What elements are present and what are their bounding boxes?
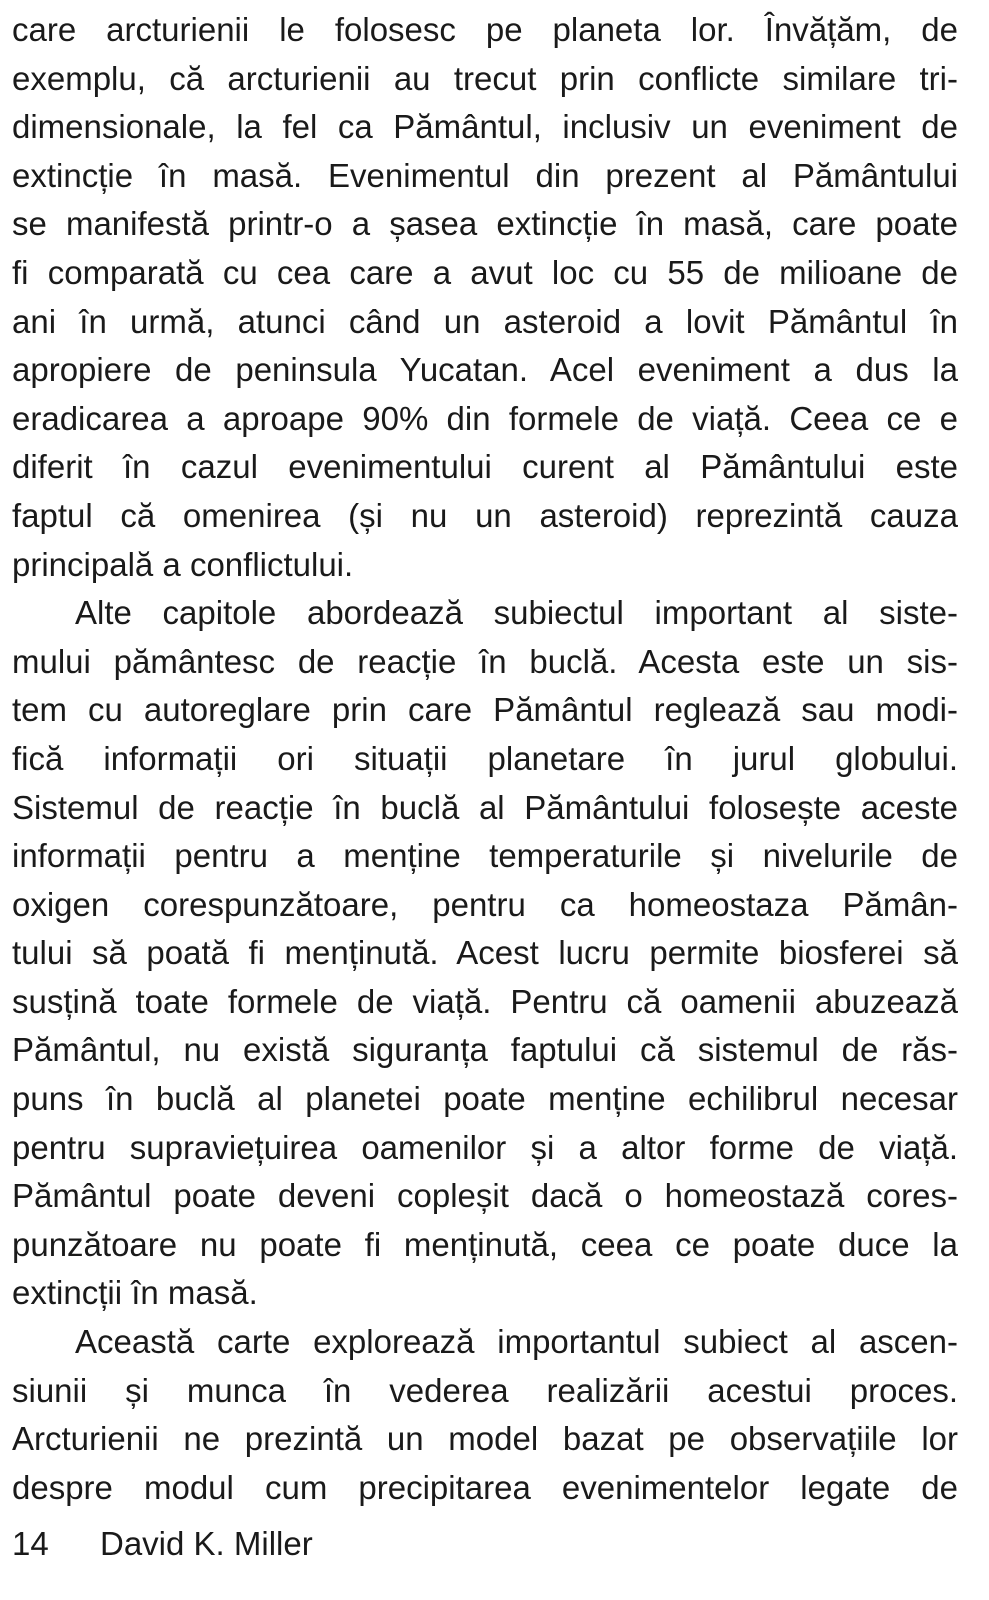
text-line: puns în buclă al planetei poate menține echilibrul necesar [12, 1080, 958, 1118]
text-line: faptul că omenirea (și nu un asteroid) reprezintă cauza [12, 496, 958, 534]
text-line: susțină toate formele de viață. Pentru că oamenii abuzează [12, 982, 958, 1020]
text-line: ani în urmă, atunci când un asteroid a lovit Pământul în [12, 302, 958, 340]
page-number: 14 [12, 1525, 49, 1562]
text-line: fică informații ori situații planetare în jurul globului. [12, 739, 958, 777]
text-line: Sistemul de reacție în buclă al Pământului folosește aceste [12, 788, 958, 826]
text-line: principală a conflictului. [12, 545, 354, 583]
text-line: extincție în masă. Evenimentul din prezent al Pământului [12, 156, 958, 194]
text-line: punzătoare nu poate fi menținută, ceea ce poate duce la [12, 1225, 958, 1263]
text-line: exemplu, că arcturienii au trecut prin conflicte similare tri- [12, 59, 958, 97]
text-line: siunii și munca în vederea realizării acestui proces. [12, 1371, 958, 1409]
text-line: informații pentru a menține temperaturile și nivelurile de [12, 837, 958, 875]
text-line: eradicarea a aproape 90% din formele de viață. Ceea ce e [12, 399, 958, 437]
text-line: tului să poată fi menținută. Acest lucru permite biosferei să [12, 934, 958, 972]
text-line: extincții în masă. [12, 1274, 258, 1312]
text-line: Pământul, nu există siguranța faptului că sistemul de răs- [12, 1031, 958, 1069]
text-line: pentru supraviețuirea oamenilor și a altor forme de viață. [12, 1128, 958, 1166]
text-line: se manifestă printr-o a șasea extincție în masă, care poate [12, 205, 958, 243]
text-line: diferit în cazul evenimentului curent al Pământului este [12, 448, 958, 486]
page-footer [12, 1520, 313, 1568]
page-body [12, 6, 958, 1512]
text-line: Arcturienii ne prezintă un model bazat pe observațiile lor [12, 1420, 958, 1458]
running-author: David K. Miller [100, 1525, 313, 1562]
text-line: Alte capitole abordează subiectul important al siste- [75, 594, 958, 632]
text-line: Pământul poate deveni copleșit dacă o homeostază cores- [12, 1177, 958, 1215]
text-line: tem cu autoreglare prin care Pământul reglează sau modi- [12, 691, 958, 729]
text-line: care arcturienii le folosesc pe planeta lor. Învățăm, de [12, 11, 958, 48]
text-line: fi comparată cu cea care a avut loc cu 55 de milioane de [12, 253, 958, 291]
text-line: dimensionale, la fel ca Pământul, inclusiv un eveniment de [12, 108, 958, 146]
text-line: apropiere de peninsula Yucatan. Acel eveniment a dus la [12, 351, 958, 389]
text-line: Această carte explorează importantul subiect al ascen- [75, 1323, 958, 1361]
text-line: oxigen corespunzătoare, pentru ca homeostaza Pămân- [12, 885, 958, 923]
text-line: despre modul cum precipitarea evenimentelor legate de [12, 1468, 958, 1506]
text-line: mului pământesc de reacție în buclă. Acesta este un sis- [12, 642, 958, 680]
